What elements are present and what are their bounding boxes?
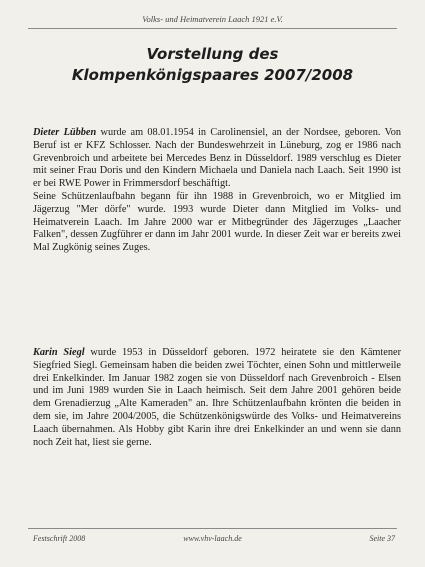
section-dieter (33, 127, 401, 255)
footer-url: www.vhv-laach.de (183, 534, 242, 543)
paragraph-dieter-bio (33, 127, 401, 191)
footer-left: Festschrift 2008 (33, 534, 86, 543)
header-divider (28, 28, 397, 29)
paragraph-karin-bio (33, 347, 401, 449)
footer-divider (28, 528, 397, 529)
person-name-karin: Karin Siegl (33, 347, 85, 358)
section-karin (33, 347, 401, 449)
paragraph-dieter-career: Seine Schützenlaufbahn begann für ihn 1988 in Grevenbroich, wo er Mitglied im Jägerzug "Mer dörfe" wurde. 1993 wurde Dieter dann Mitglied im Volks- und Heimatverein Laach. Im Jahre 2000 war er Mitbegründer des Jägerzuges „Laacher Falken", dessen Zugführer er dann im Jahr 2001 wurde. In dieser Zeit war er bereits zwei Mal Zugkönig seines Zuges. (33, 190, 401, 254)
dieter-bio-text: wurde am 08.01.1954 in Carolinensiel, an der Nordsee, geboren. Von Beruf ist er KFZ Schlosser. Nach der Bundeswehrzeit in Lüneburg, zog er 1986 nach Grevenbroich und arbeitete bei Mercedes Benz in Düsseldorf. 1989 verschlug es Dieter mit seiner Frau Doris und den Kindern Michaela und Daniela nach Laach. Seit 1990 ist er bei RWE Power in Frimmersdorf beschäftigt. (33, 127, 401, 190)
page-number: Seite 37 (369, 534, 395, 543)
page-header: Volks- und Heimatverein Laach 1921 e.V. (142, 14, 283, 24)
person-name-dieter: Dieter Lübben (33, 127, 97, 138)
title-line-2: Klompenkönigspaares 2007/2008 (71, 66, 354, 84)
title-line-1: Vorstellung des (146, 45, 279, 63)
page-title (0, 44, 425, 86)
karin-bio-text: wurde 1953 in Düsseldorf geboren. 1972 heiratete sie den Kämtener Siegfried Siegl. Gemeinsam haben die beiden zwei Töchter, einen Sohn und mittlerweile drei Enkelkinder. Im Januar 1982 zogen sie von Düsseldorf nach Grevenbroich - Elsen und im Juni 1989 wurden Sie in Laach heimisch. Seit dem Jahre 2001 gehören beide dem Grenadierzug „Alte Kameraden" an. Ihre Schützenlaufbahn krönten die beiden in dem sie, im Jahre 2004/2005, die Schützenkönigswürde des Volks- und Heimatvereins Laach übernahmen. Als Hobby gibt Karin ihre drei Enkelkinder an und wenn sie dann noch Zeit hat, liest sie gerne. (33, 347, 402, 448)
